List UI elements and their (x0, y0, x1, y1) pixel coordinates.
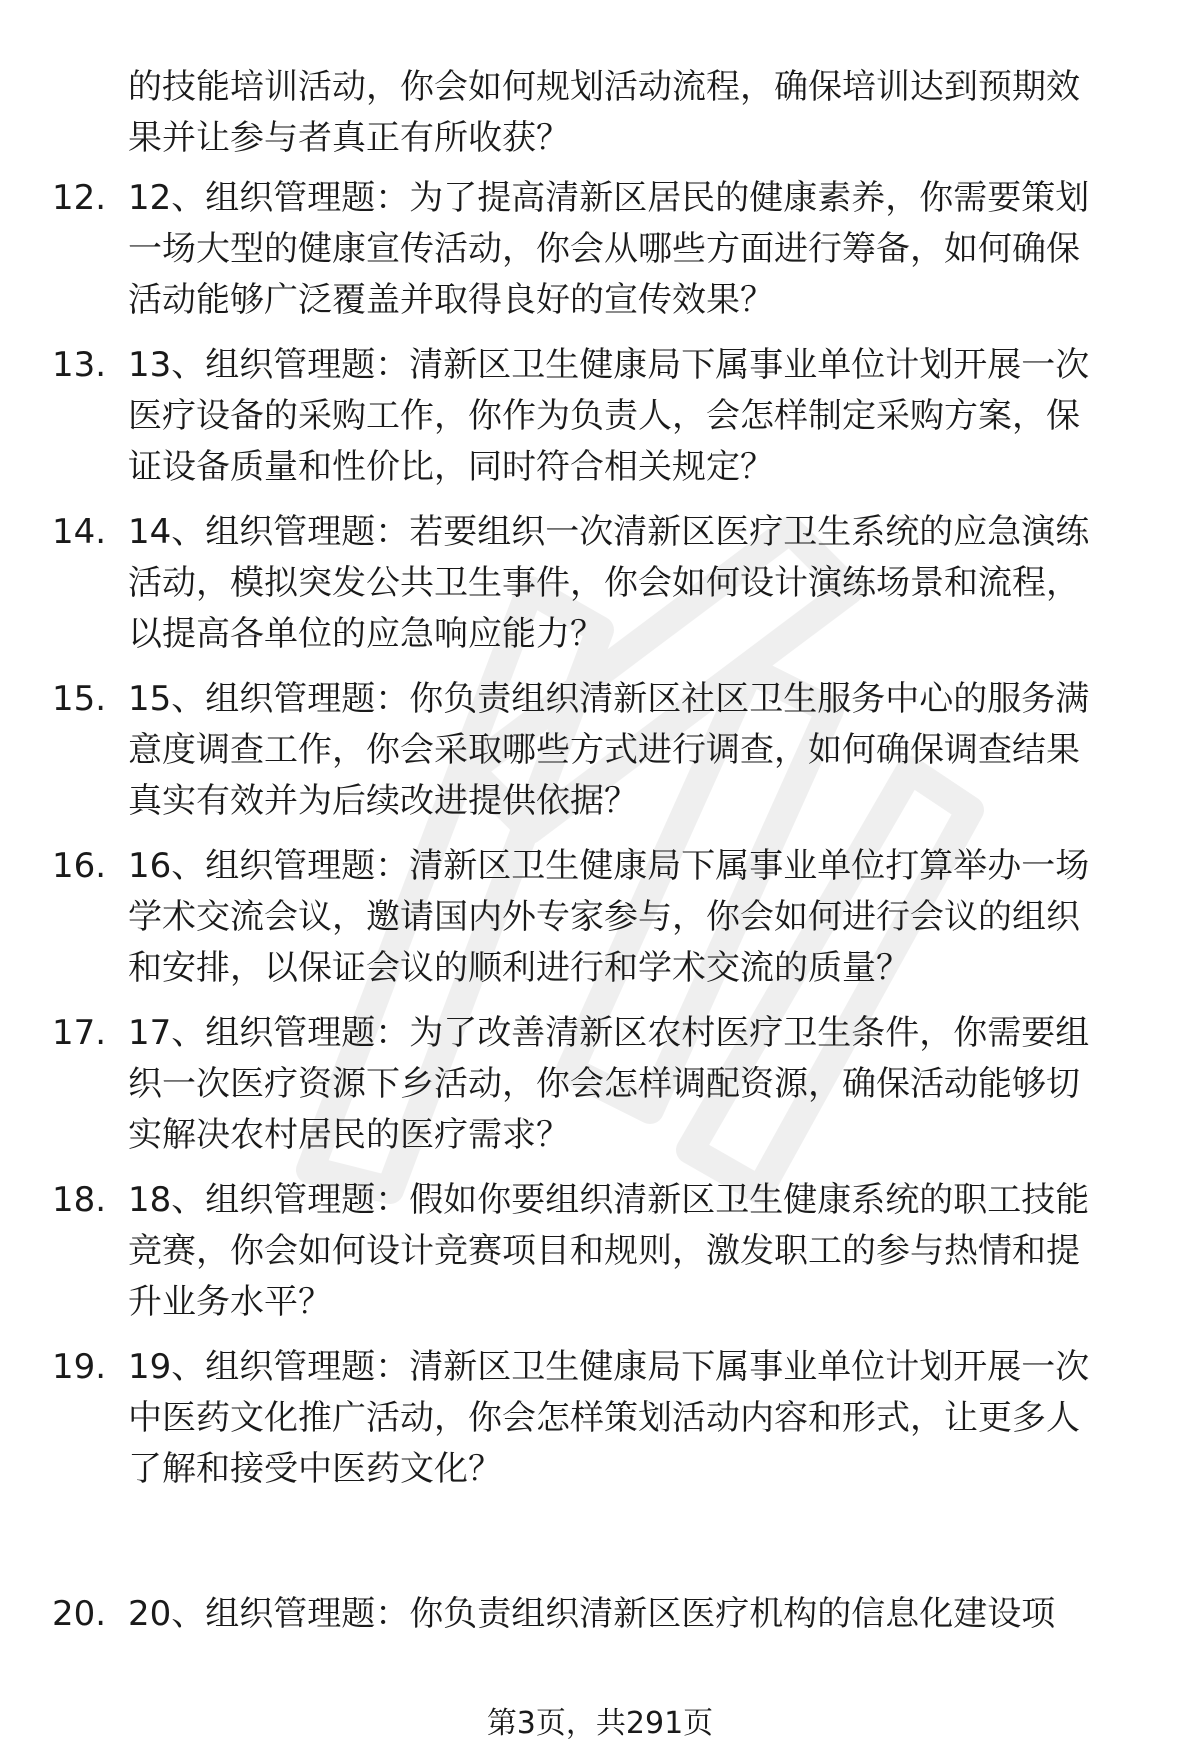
question-item-20 (0, 1589, 1200, 1649)
question-item-19 (0, 1342, 1200, 1502)
question-number: 16. (52, 846, 107, 886)
question-number: 19. (52, 1347, 107, 1387)
question-number: 14. (52, 512, 107, 552)
question-text: 19、组织管理题：清新区卫生健康局下属事业单位计划开展一次 中医药文化推广活动，你会怎样策划活动内容和形式，让更多人 了解和接受中医药文化？ (128, 1347, 1090, 1489)
question-item-18 (0, 1175, 1200, 1335)
question-item-15 (0, 674, 1200, 834)
question-item-17 (0, 1008, 1200, 1168)
question-number: 17. (52, 1013, 107, 1053)
question-text: 16、组织管理题：清新区卫生健康局下属事业单位打算举办一场 学术交流会议，邀请国内外专家参与，你会如何进行会议的组织 和安排，以保证会议的顺利进行和学术交流的质量？ (128, 846, 1090, 988)
question-text: 14、组织管理题：若要组织一次清新区医疗卫生系统的应急演练 活动，模拟突发公共卫生事件，你会如何设计演练场景和流程， 以提高各单位的应急响应能力？ (128, 512, 1090, 654)
page-footer: 第3页，共291页 (486, 1706, 714, 1741)
question-item-14 (0, 507, 1200, 667)
question-text: 20、组织管理题：你负责组织清新区医疗机构的信息化建设项 (128, 1594, 1056, 1634)
question-text: 15、组织管理题：你负责组织清新区社区卫生服务中心的服务满 意度调查工作，你会采取哪些方式进行调查，如何确保调查结果 真实有效并为后续改进提供依据？ (128, 679, 1090, 821)
question-text: 13、组织管理题：清新区卫生健康局下属事业单位计划开展一次 医疗设备的采购工作，你作为负责人，会怎样制定采购方案，保 证设备质量和性价比，同时符合相关规定？ (128, 345, 1090, 487)
question-item-12 (0, 173, 1200, 333)
question-item-13 (0, 340, 1200, 500)
question-text: 12、组织管理题：为了提高清新区居民的健康素养，你需要策划 一场大型的健康宣传活动，你会从哪些方面进行筹备，如何确保 活动能够广泛覆盖并取得良好的宣传效果？ (128, 178, 1090, 320)
question-item-16 (0, 841, 1200, 1001)
question-number: 20. (52, 1594, 107, 1634)
question-number: 12. (52, 178, 107, 218)
question-number: 13. (52, 345, 107, 385)
question-text: 17、组织管理题：为了改善清新区农村医疗卫生条件，你需要组 织一次医疗资源下乡活动，你会怎样调配资源，确保活动能够切 实解决农村居民的医疗需求？ (128, 1013, 1090, 1155)
continuation-text: 的技能培训活动，你会如何规划活动流程，确保培训达到预期效 果并让参与者真正有所收获？ (128, 67, 1080, 158)
question-text: 18、组织管理题：假如你要组织清新区卫生健康系统的职工技能 竞赛，你会如何设计竞赛项目和规则，激发职工的参与热情和提 升业务水平？ (128, 1180, 1090, 1322)
question-number: 15. (52, 679, 107, 719)
question-number: 18. (52, 1180, 107, 1220)
